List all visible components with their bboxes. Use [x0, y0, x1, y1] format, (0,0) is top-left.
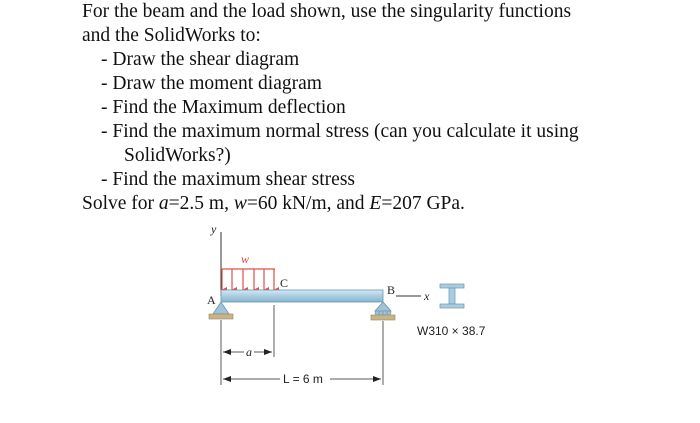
intro-line-2: and the SolidWorks to:: [82, 25, 261, 46]
w-symbol: w: [233, 193, 247, 214]
task-shear-diagram: - Draw the shear diagram: [101, 49, 300, 70]
load-label: w: [241, 252, 250, 266]
distributed-load: [221, 269, 275, 290]
solve-prefix: Solve for: [82, 193, 159, 214]
task-max-shear-stress: - Find the maximum shear stress: [101, 169, 356, 190]
task-max-normal-stress-cont: SolidWorks?): [124, 145, 231, 166]
x-axis-label: x: [424, 289, 430, 303]
i-beam-section-icon: [440, 284, 464, 308]
dim-L-label: L = 6 m: [283, 372, 323, 386]
task-moment-diagram: - Draw the moment diagram: [101, 73, 322, 94]
dim-a-label: a: [246, 345, 252, 359]
beam: [221, 290, 383, 302]
intro-line-1: For the beam and the load shown, use the singularity functions: [82, 1, 572, 22]
task-max-deflection: - Find the Maximum deflection: [101, 97, 346, 118]
point-C-label: C: [280, 276, 289, 290]
E-value: =207 GPa.: [381, 193, 465, 214]
a-value: =2.5 m,: [168, 193, 234, 214]
E-symbol: E: [369, 193, 382, 214]
w-value: =60 kN/m, and: [246, 193, 370, 214]
task-max-normal-stress: - Find the maximum normal stress (can you calculate it using: [101, 121, 579, 142]
section-label: W310 × 38.7: [417, 324, 486, 338]
point-B-label: B: [387, 283, 396, 297]
y-axis-label: y: [211, 222, 217, 236]
point-A-label: A: [207, 293, 216, 307]
roller-support-B: [371, 302, 395, 320]
a-symbol: a: [158, 193, 169, 214]
